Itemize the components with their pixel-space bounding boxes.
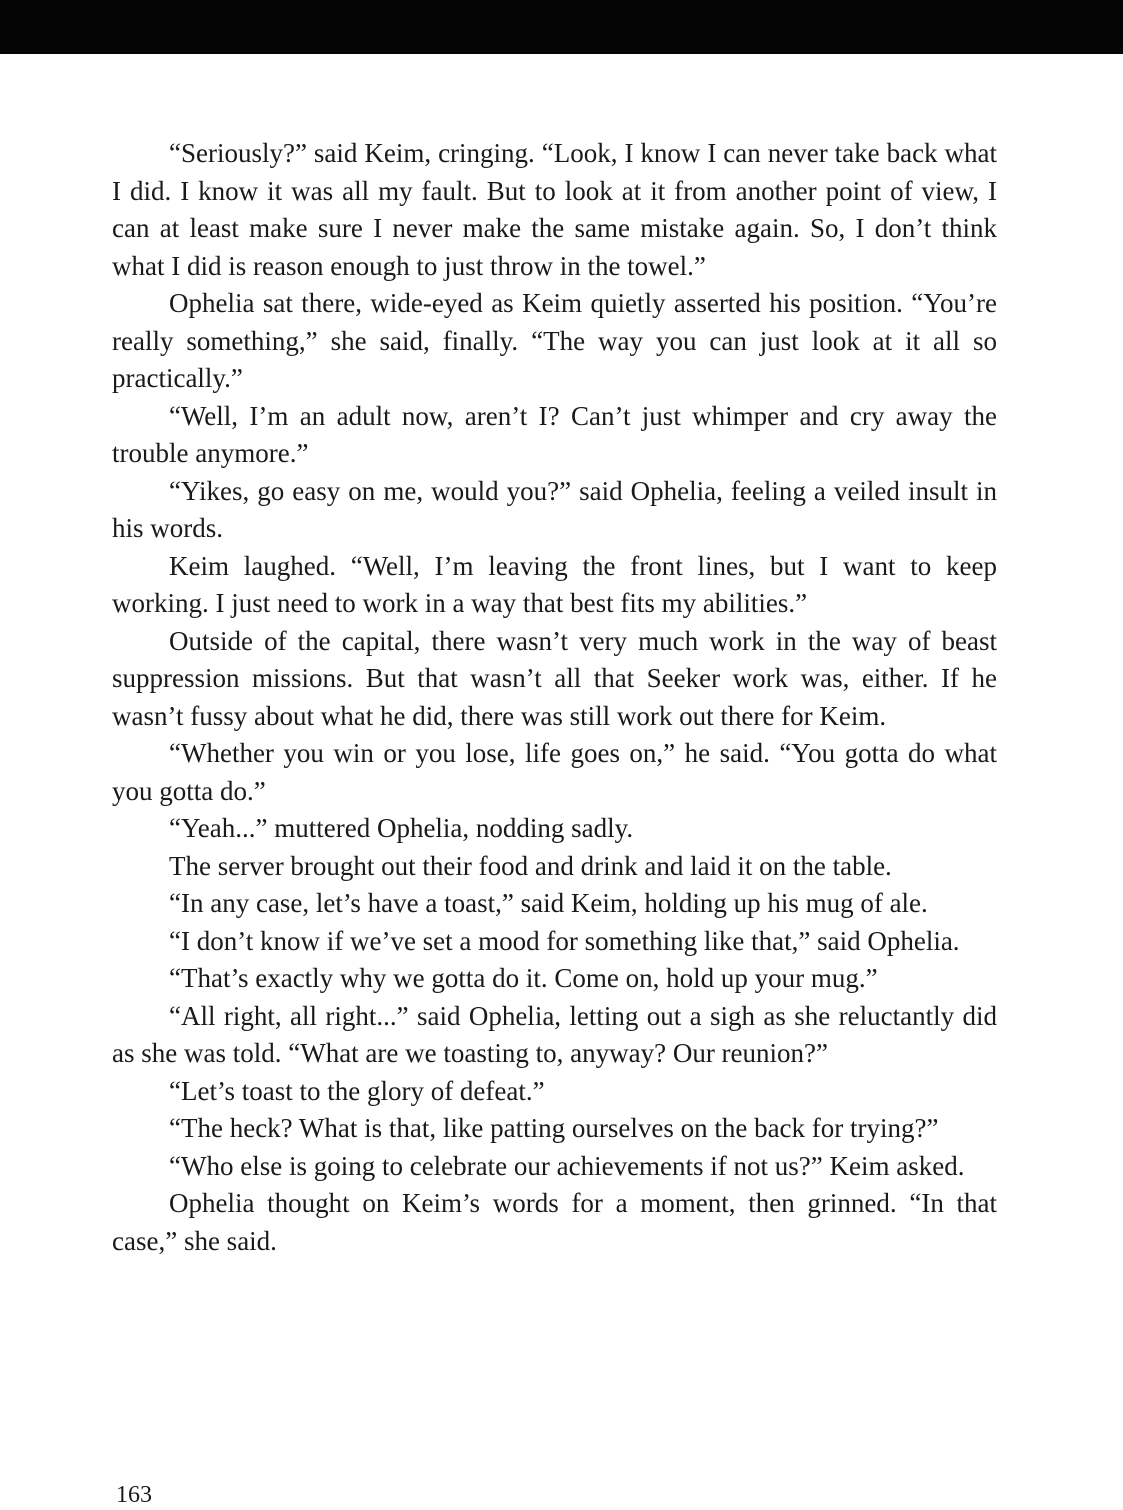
page-text [112,135,997,1260]
top-black-bar [0,0,1123,54]
paragraph: “Who else is going to celebrate our achievements if not us?” Keim asked. [169,1150,965,1181]
paragraph: “Let’s toast to the glory of defeat.” [169,1075,545,1106]
paragraph: Ophelia thought on Keim’s words for a moment, then grinned. “In that case,” she said. [112,1188,997,1256]
paragraph: “The heck? What is that, like patting ourselves on the back for trying?” [169,1113,939,1143]
paragraph: “That’s exactly why we gotta do it. Come on, hold up your mug.” [169,963,878,993]
paragraph: “Yeah...” muttered Ophelia, nodding sadly. [169,813,634,843]
paragraph: “Whether you win or you lose, life goes on,” he said. “You gotta do what you gotta do.” [112,738,997,806]
paragraph: “Yikes, go easy on me, would you?” said Ophelia, feeling a veiled insult in his words. [112,475,997,543]
paragraph: Outside of the capital, there wasn’t very much work in the way of beast suppression missions. But that wasn’t all that Seeker work was, either. If he wasn’t fussy about what he did, there was still work out there for Keim. [112,625,997,731]
paragraph: Ophelia sat there, wide-eyed as Keim quietly asserted his position. “You’re really something,” she said, finally. “The way you can just look at it all so practically.” [112,288,997,393]
paragraph: “I don’t know if we’ve set a mood for something like that,” said Ophelia. [169,925,960,956]
paragraph: “Seriously?” said Keim, cringing. “Look, I know I can never take back what I did. I know it was all my fault. But to look at it from another point of view, I can at least make sure I never make the same mistake again. So, I don’t think what I did is reason enough to just throw in the towel.” [112,138,997,281]
paragraph: “All right, all right...” said Ophelia, letting out a sigh as she reluctantly did as she was told. “What are we toasting to, anyway? Our reunion?” [112,1000,997,1068]
page-number: 163 [116,1482,152,1508]
paragraph: “In any case, let’s have a toast,” said Keim, holding up his mug of ale. [169,888,928,918]
paragraph: The server brought out their food and drink and laid it on the table. [169,850,892,881]
paragraph: Keim laughed. “Well, I’m leaving the front lines, but I want to keep working. I just need to work in a way that best fits my abilities.” [112,550,997,618]
paragraph: “Well, I’m an adult now, aren’t I? Can’t just whimper and cry away the trouble anymore.” [112,400,997,468]
